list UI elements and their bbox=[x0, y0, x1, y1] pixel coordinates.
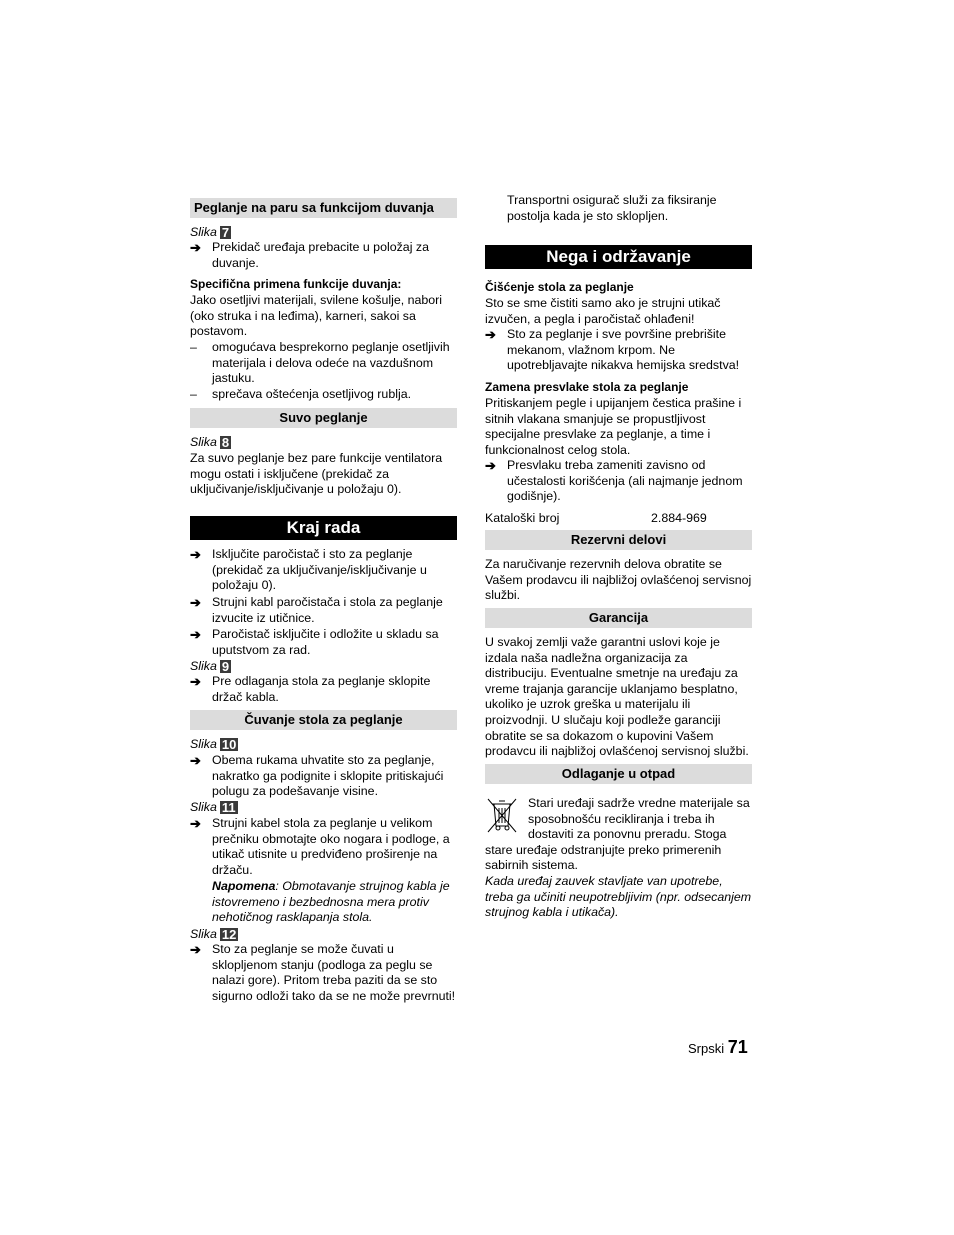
page-footer bbox=[688, 1037, 748, 1057]
instruction-text: Obema rukama uhvatite sto za peglanje, nakratko ga podignite i sklopite pritiskajući polugu za podešavanje visine. bbox=[212, 753, 444, 799]
disposal-line: sposobnošću recikliranja i treba ih bbox=[528, 811, 715, 826]
list-text: sprečava oštećenja osetljivog rublja. bbox=[212, 387, 412, 401]
instruction-item bbox=[485, 327, 752, 374]
figure-ref-12 bbox=[190, 927, 457, 943]
figure-label: Slika bbox=[190, 225, 217, 239]
catalog-number-value: 2.884-969 bbox=[651, 511, 707, 525]
footer-language: Srpski bbox=[688, 1041, 725, 1056]
instruction-item bbox=[190, 240, 457, 271]
instruction-text: Sto za peglanje i sve površine prebrišite mekanom, vlažnom krpom. Ne upotrebljavajte nikakva hemijska sredstva! bbox=[507, 327, 740, 373]
figure-number: 9 bbox=[221, 659, 230, 674]
instruction-text: Strujni kabel stola za peglanje u velikom prečniku obmotajte oko nogara i podloge, a utikač utisnite u predviđeno proširenje na držaču. bbox=[212, 816, 450, 877]
figure-number: 8 bbox=[221, 435, 230, 450]
figure-label: Slika bbox=[190, 435, 217, 449]
subheading: Čišćenje stola za peglanje bbox=[485, 280, 634, 294]
chapter-heading-maintenance: Nega i održavanje bbox=[485, 245, 752, 269]
arrow-icon: ➔ bbox=[190, 595, 201, 610]
arrow-icon: ➔ bbox=[190, 240, 201, 255]
list-item bbox=[190, 387, 457, 403]
figure-label: Slika bbox=[190, 737, 217, 751]
paragraph: Za naručivanje rezervnih delova obratite se Vašem prodavcu ili najbližoj ovlašćenoj servisnoj službi. bbox=[485, 557, 752, 603]
instruction-item bbox=[190, 753, 457, 800]
section-heading-disposal: Odlaganje u otpad bbox=[485, 764, 752, 784]
instruction-item bbox=[485, 458, 752, 505]
figure-ref-9 bbox=[190, 659, 457, 675]
instruction-item bbox=[190, 547, 457, 594]
arrow-icon: ➔ bbox=[190, 674, 201, 689]
catalog-number-row bbox=[485, 511, 752, 527]
section-heading-steam-blow: Peglanje na paru sa funkcijom duvanja bbox=[190, 198, 457, 218]
page-number: 71 bbox=[727, 1037, 748, 1057]
section-heading-spare-parts: Rezervni delovi bbox=[485, 530, 752, 550]
figure-number: 7 bbox=[221, 225, 230, 240]
arrow-icon: ➔ bbox=[485, 458, 496, 473]
arrow-icon: ➔ bbox=[190, 627, 201, 642]
disposal-note: Kada uređaj zauvek stavljate van upotrebe, treba ga učiniti neupotrebljivim (npr. odsecanjem strujnog kabla i utikača). bbox=[485, 874, 752, 920]
arrow-icon: ➔ bbox=[190, 753, 201, 768]
figure-label: Slika bbox=[190, 927, 217, 941]
instruction-text: Presvlaku treba zameniti zavisno od učestalosti korišćenja (ali najmanje jednom godišnje). bbox=[507, 458, 743, 504]
disposal-text: stare uređaje odstranjujte preko primerenih sabirnih sistema. bbox=[485, 842, 722, 873]
note bbox=[190, 879, 457, 926]
figure-number: 11 bbox=[221, 800, 236, 815]
section-heading-storage: Čuvanje stola za peglanje bbox=[190, 710, 457, 730]
chapter-heading-end-of-work: Kraj rada bbox=[190, 516, 457, 540]
instruction-text: Prekidač uređaja prebacite u položaj za duvanje. bbox=[212, 240, 429, 270]
figure-label: Slika bbox=[190, 800, 217, 814]
instruction-item bbox=[190, 627, 457, 658]
instruction-item bbox=[190, 816, 457, 878]
figure-ref-8 bbox=[190, 435, 457, 451]
catalog-number-label: Kataloški broj bbox=[485, 511, 560, 525]
arrow-icon: ➔ bbox=[190, 816, 201, 831]
paragraph: Sto se sme čistiti samo ako je strujni utikač izvučen, a pegla i paročistač ohlađeni! bbox=[485, 296, 721, 326]
note-text: : Obmotavanje strujnog kabla je istovremeno i bezbednosna mera protiv nehotičnog rasklapanja stola. bbox=[212, 879, 450, 925]
paragraph: Pritiskanjem pegle i upijanjem čestica prašine i sitnih vlakana smanjuje se propustljivost specijalne presvlake za peglanje, a time i funkcionalnost celog stola. bbox=[485, 396, 742, 457]
dash-icon: – bbox=[190, 340, 197, 354]
disposal-line: Stari uređaji sadrže vredne materijale sa bbox=[528, 796, 750, 810]
instruction-text: Sto za peglanje se može čuvati u sklopljenom stanju (podloga za peglu se nalazi gore). Pritom treba paziti da se sto sigurno odloži tako da se ne može prevrnuti! bbox=[212, 942, 456, 1003]
arrow-icon: ➔ bbox=[485, 327, 496, 342]
instruction-text: Isključite paročistač i sto za peglanje (prekidač za uključivanje/isključivanje u položaju 0). bbox=[212, 547, 427, 593]
disposal-line: dostaviti za ponovnu preradu. Stoga bbox=[528, 827, 727, 841]
figure-ref-7 bbox=[190, 225, 457, 241]
list-item bbox=[190, 340, 457, 387]
paragraph: Jako osetljivi materijali, svilene košulje, nabori (oko struka i na leđima), karneri, sakoi sa postavom. bbox=[190, 293, 443, 339]
instruction-text: Strujni kabl paročistača i stola za peglanje izvucite iz utičnice. bbox=[212, 595, 443, 625]
dash-icon: – bbox=[190, 387, 197, 401]
instruction-text: Paročistač isključite i odložite u skladu sa uputstvom za rad. bbox=[212, 627, 439, 657]
section-heading-dry-ironing: Suvo peglanje bbox=[190, 408, 457, 428]
instruction-item bbox=[190, 595, 457, 626]
figure-ref-10 bbox=[190, 737, 457, 753]
figure-ref-11 bbox=[190, 800, 457, 816]
note-label: Napomena bbox=[212, 879, 276, 893]
figure-number: 10 bbox=[221, 737, 237, 752]
paragraph: Za suvo peglanje bez pare funkcije ventilatora mogu ostati i isključene (prekidač za uključivanje/isključivanje u položaju 0). bbox=[190, 451, 443, 497]
subheading: Zamena presvlake stola za peglanje bbox=[485, 380, 689, 394]
paragraph: U svakoj zemlji važe garantni uslovi koje je izdala naša nadležna organizacija za distribuciju. Eventualne smetnje na uređaju za vreme trajanja garancije uklanjamo besplatno, ukoliko je uzrok greška u materijalu ili proizvodnji. U slučaju koji podleže garanciji obratite se sa dokazom o kupovini Vašem prodavcu ili najbližoj ovlašćenoj servisnoj službi. bbox=[485, 635, 749, 759]
figure-number: 12 bbox=[221, 927, 237, 942]
instruction-text: Pre odlaganja stola za peglanje sklopite držač kabla. bbox=[212, 674, 431, 704]
arrow-icon: ➔ bbox=[190, 547, 201, 562]
arrow-icon: ➔ bbox=[190, 942, 201, 957]
section-heading-warranty: Garancija bbox=[485, 608, 752, 628]
subheading: Specifična primena funkcije duvanja: bbox=[190, 277, 402, 291]
instruction-item bbox=[190, 674, 457, 705]
figure-label: Slika bbox=[190, 659, 217, 673]
paragraph: Transportni osigurač služi za fiksiranje postolja kada je sto sklopljen. bbox=[507, 193, 717, 223]
instruction-item bbox=[190, 942, 457, 1004]
list-text: omogućava besprekorno peglanje osetljivih materijala i delova odeće na vazdušnom jastuku. bbox=[212, 340, 450, 386]
